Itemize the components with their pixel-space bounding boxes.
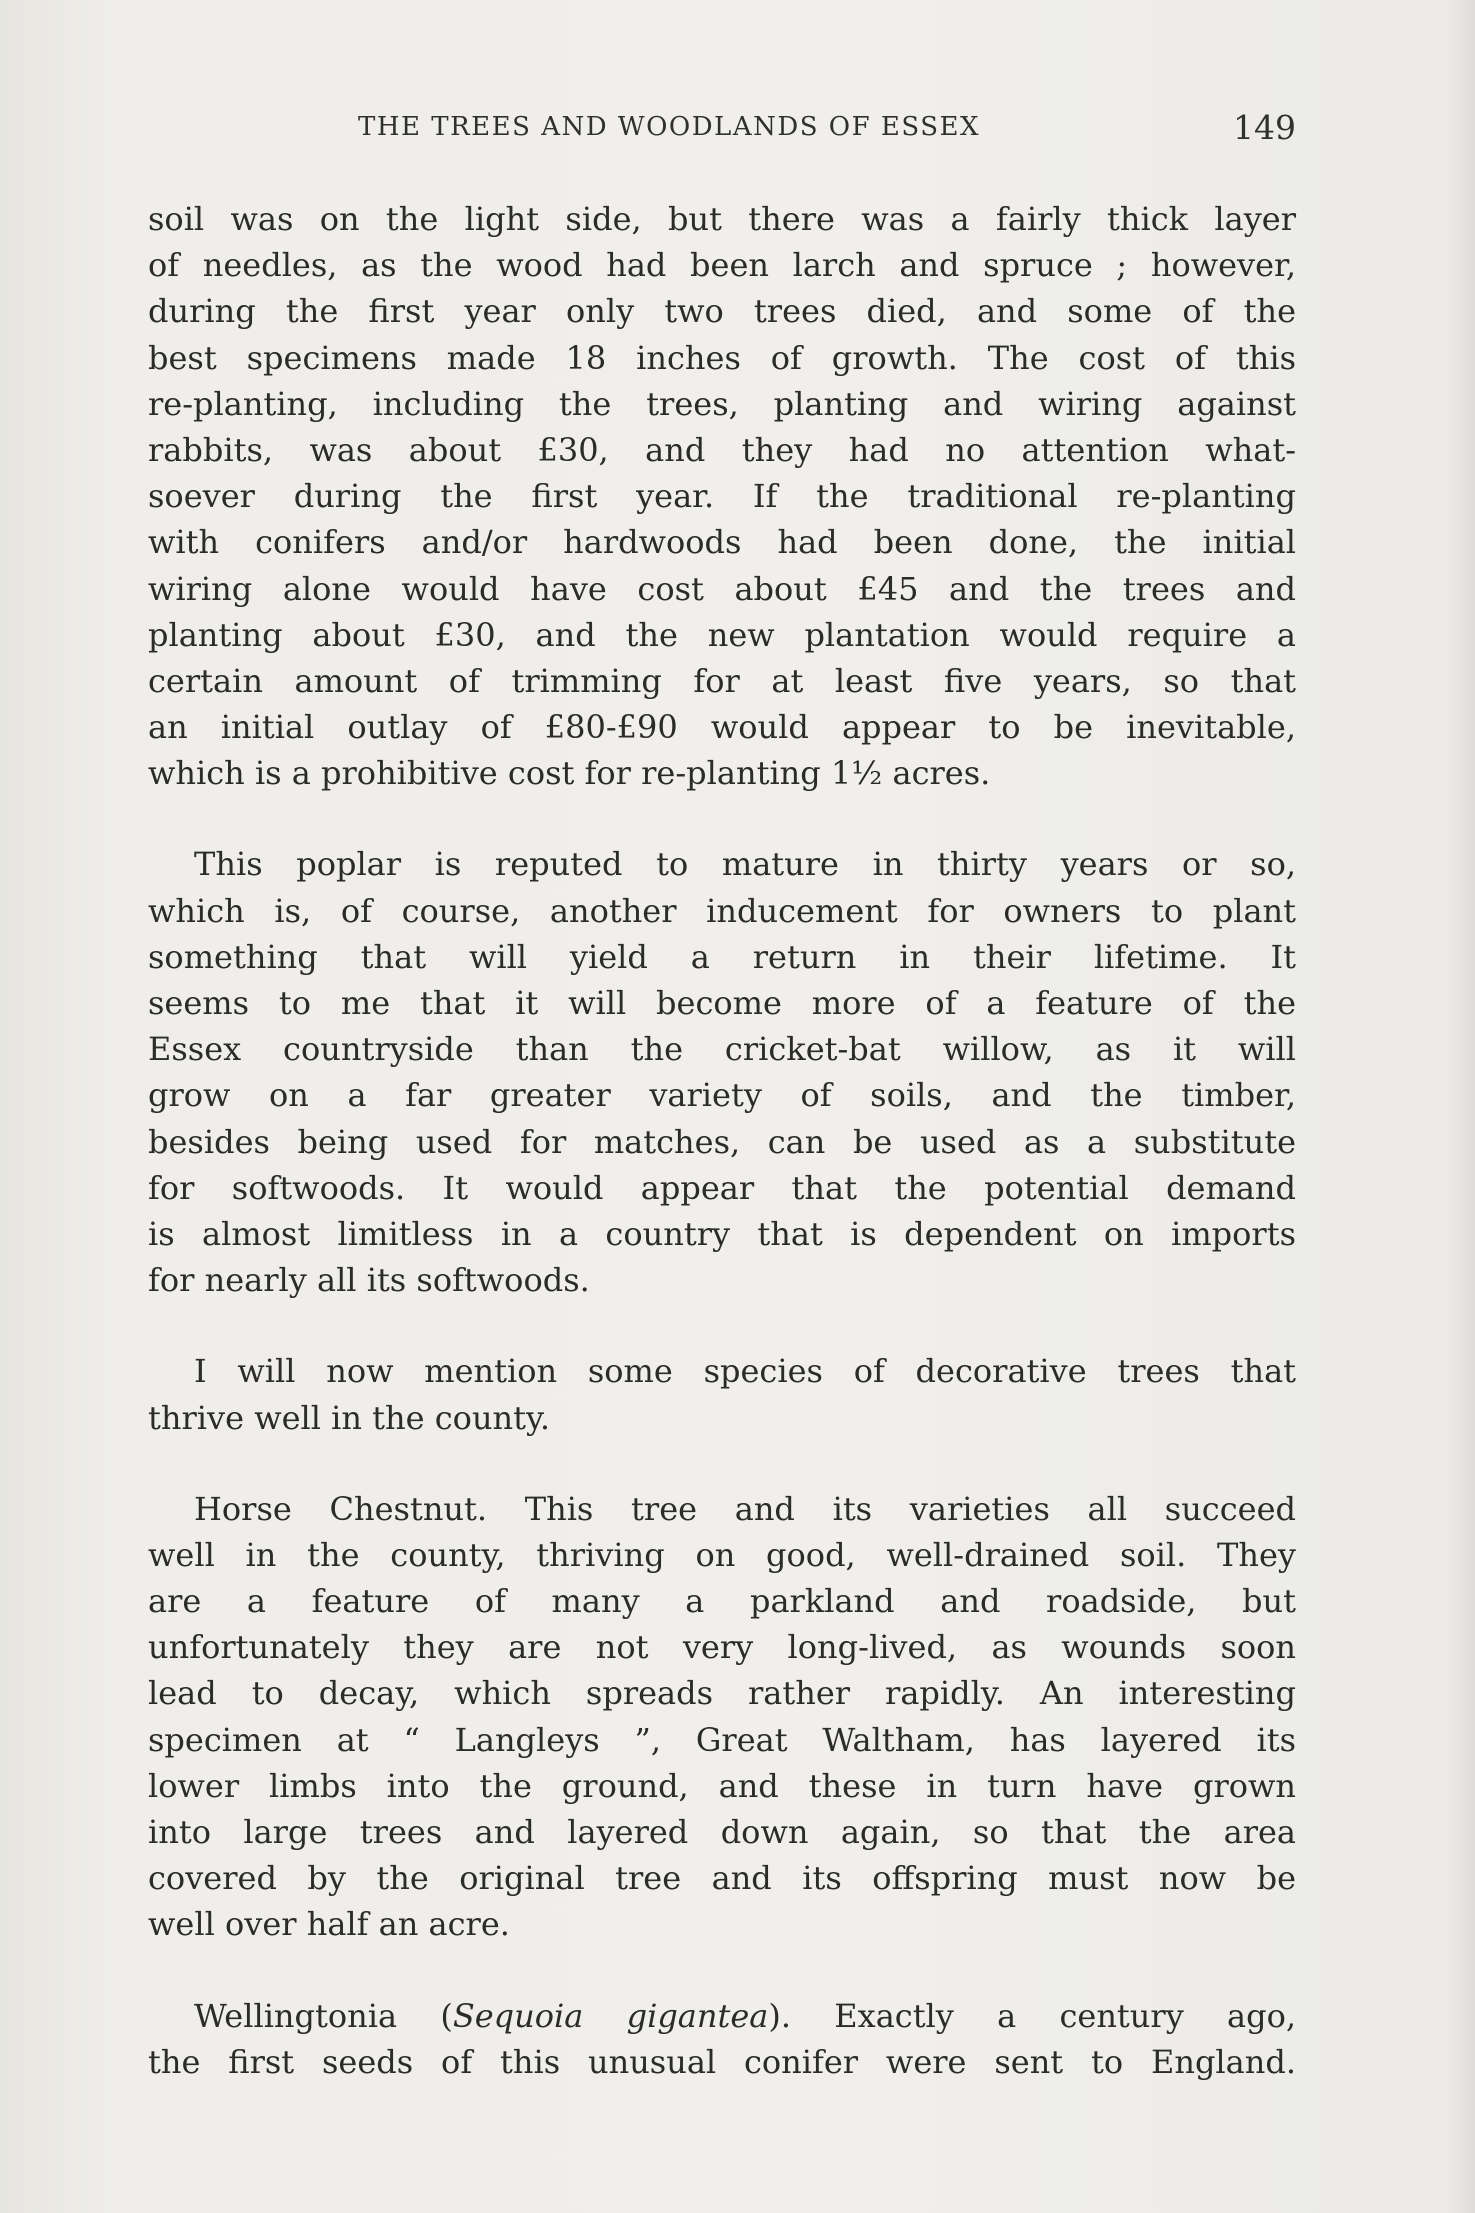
paragraph-wellingtonia [148, 1993, 1296, 2085]
text-line: during the first year only two trees died, and some of the [148, 292, 1296, 331]
text-run: ). Exactly a century ago, [768, 1996, 1297, 2035]
text-line: are a feature of many a parkland and roadside, but [148, 1582, 1296, 1621]
text-line: an initial outlay of £80-£90 would appear to be inevitable, [148, 708, 1296, 747]
text-line: best specimens made 18 inches of growth. The cost of this [148, 338, 1296, 377]
body-text [148, 196, 1296, 2130]
text-line: for softwoods. It would appear that the potential demand [148, 1168, 1296, 1207]
text-line: Horse Chestnut. This tree and its varieties all succeed [194, 1489, 1296, 1528]
page-number: 149 [1233, 108, 1296, 147]
text-line: specimen at “ Langleys ”, Great Waltham, has layered its [148, 1720, 1296, 1759]
page-header [148, 108, 1296, 158]
text-line: with conifers and/or hardwoods had been done, the initial [148, 523, 1296, 562]
paragraph-replanting-cost [148, 196, 1296, 796]
text-line: into large trees and layered down again, so that the area [148, 1813, 1296, 1851]
text-line: This poplar is reputed to mature in thirty years or so, [194, 845, 1296, 884]
text-line [148, 1993, 1296, 2039]
text-line: soil was on the light side, but there was a fairly thick layer [148, 200, 1296, 238]
text-line: certain amount of trimming for at least five years, so that [148, 661, 1296, 700]
text-line: lower limbs into the ground, and these in turn have grown [148, 1766, 1296, 1805]
page-edge-shadow [1447, 0, 1475, 2213]
text-line: of needles, as the wood had been larch and spruce ; however, [148, 246, 1296, 285]
text-line: the first seeds of this unusual conifer were sent to England. [148, 2042, 1296, 2081]
text-line: thrive well in the county. [148, 1398, 551, 1437]
paragraph-decorative-trees [148, 1348, 1296, 1440]
text-line: I will now mention some species of decorative trees that [194, 1352, 1296, 1391]
text-line: besides being used for matches, can be used as a substitute [148, 1122, 1296, 1161]
text-line: well in the county, thriving on good, well-drained soil. They [148, 1535, 1296, 1574]
text-line: unfortunately they are not very long-lived, as wounds soon [148, 1628, 1296, 1667]
paragraph-horse-chestnut [148, 1486, 1296, 1948]
text-line: rabbits, was about £30, and they had no attention what- [148, 430, 1296, 469]
text-line: covered by the original tree and its offspring must now be [148, 1859, 1296, 1898]
text-line: re-planting, including the trees, planting and wiring against [148, 384, 1296, 423]
text-line: seems to me that it will become more of a feature of the [148, 984, 1296, 1022]
text-run: Wellingtonia ( [194, 1996, 453, 2035]
text-line: planting about £30, and the new plantation would require a [148, 615, 1296, 654]
text-line: something that will yield a return in their lifetime. It [148, 937, 1296, 976]
text-line: well over half an acre. [148, 1905, 510, 1944]
text-line: Essex countryside than the cricket-bat willow, as it will [148, 1030, 1296, 1069]
text-line: is almost limitless in a country that is dependent on imports [148, 1214, 1296, 1253]
text-line: lead to decay, which spreads rather rapidly. An interesting [148, 1674, 1296, 1713]
text-line: for nearly all its softwoods. [148, 1261, 590, 1300]
text-line: which is a prohibitive cost for re-planting 1½ acres. [148, 754, 991, 793]
running-head: THE TREES AND WOODLANDS OF ESSEX [358, 112, 981, 142]
species-name-italic: Sequoia gigantea [452, 1996, 769, 2035]
text-line: which is, of course, another inducement for owners to plant [148, 891, 1296, 930]
paragraph-poplar [148, 841, 1296, 1303]
text-line: wiring alone would have cost about £45 and the trees and [148, 569, 1296, 608]
text-line: soever during the first year. If the traditional re-planting [148, 477, 1296, 516]
text-line: grow on a far greater variety of soils, and the timber, [148, 1076, 1296, 1115]
